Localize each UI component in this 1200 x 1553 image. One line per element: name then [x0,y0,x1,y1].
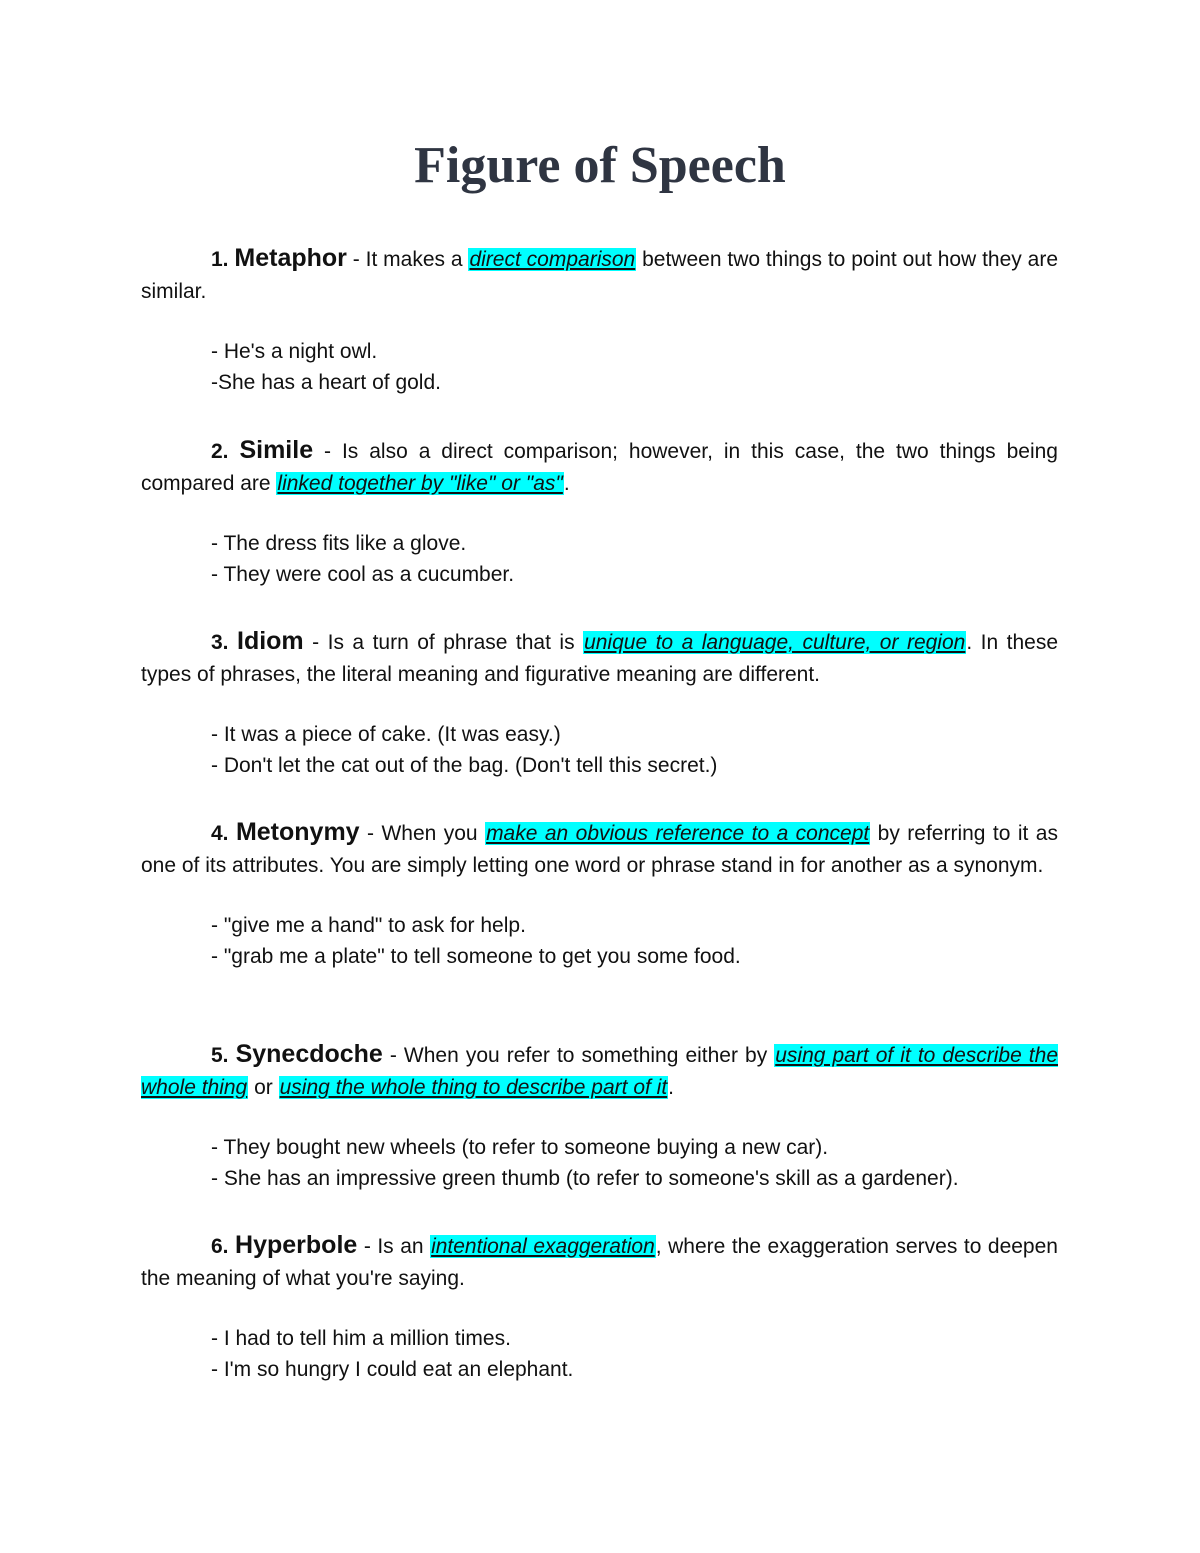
definition-text: between two things to point out how they are similar. [141,248,1059,303]
section-metonymy [141,816,1058,972]
example: - "grab me a plate" to tell someone to get you some food. [211,945,741,968]
highlight: direct comparison [469,248,636,271]
definition-text: . [668,1076,675,1099]
definition-text: , where the exaggeration serves to deepen the meaning of what you're saying. [141,1235,1058,1290]
definition [141,434,1058,500]
definition-text: - It makes a [346,248,469,271]
highlight: intentional exaggeration [431,1235,655,1258]
highlight: unique to a language, culture, or region [584,631,966,654]
definition [141,816,1058,882]
example: - It was a piece of cake. (It was easy.) [211,723,561,746]
term: Metonymy [235,818,360,846]
term: Synecdoche [235,1040,383,1068]
example-list [211,719,1058,781]
definition-text: by referring to it as one of its attributes. You are simply letting one word or phrase stand in for another as a synonym. [141,822,1058,877]
section-synecdoche [141,1038,1058,1194]
example: - The dress fits like a glove. [211,532,467,555]
section-metaphor [141,242,1058,398]
highlight: make an obvious reference to a concept [486,822,870,845]
highlight: linked together by "like" or "as" [277,472,563,495]
term: Idiom [237,627,304,655]
term: Metaphor [234,244,347,272]
example: - I'm so hungry I could eat an elephant. [211,1358,574,1381]
section-number: 6. [211,1235,229,1258]
section-number: 4. [211,822,229,845]
definition [141,1038,1058,1104]
example-list [211,910,1058,972]
example: -She has a heart of gold. [211,371,441,394]
example: - They bought new wheels (to refer to someone buying a new car). [211,1136,829,1159]
example-list [211,528,1058,590]
section-number: 3. [211,631,229,654]
page-title: Figure of Speech [414,137,786,194]
example-list [211,336,1058,398]
section-number: 5. [211,1044,229,1067]
definition-text: or [248,1076,279,1099]
definition-text: - When you [359,822,486,845]
highlight: using the whole thing to describe part of it [279,1076,668,1099]
definition [141,625,1058,691]
highlight: using part of it to describe the whole thing [141,1044,1058,1099]
definition-text: . In these types of phrases, the literal meaning and figurative meaning are different. [141,631,1059,686]
section-idiom [141,625,1058,781]
example: - She has an impressive green thumb (to refer to someone's skill as a gardener). [211,1167,959,1190]
definition [141,1229,1058,1295]
definition-text: - Is also a direct comparison; however, in this case, the two things being compared are [141,440,1058,495]
example-list [211,1132,1058,1194]
example: - They were cool as a cucumber. [211,563,515,586]
definition-text: - When you refer to something either by [382,1044,775,1067]
example: - He's a night owl. [211,340,378,363]
term: Simile [239,436,314,464]
example: - I had to tell him a million times. [211,1327,511,1350]
section-number: 1. [211,248,229,271]
example: - "give me a hand" to ask for help. [211,914,526,937]
example-list [211,1323,1058,1385]
term: Hyperbole [235,1231,358,1259]
section-hyperbole [141,1229,1058,1385]
definition-text: . [563,472,570,495]
definition [141,242,1058,308]
definition-text: - Is an [357,1235,431,1258]
example: - Don't let the cat out of the bag. (Don't tell this secret.) [211,754,718,777]
definition-text: - Is a turn of phrase that is [303,631,584,654]
section-simile [141,434,1058,590]
section-number: 2. [211,440,229,463]
